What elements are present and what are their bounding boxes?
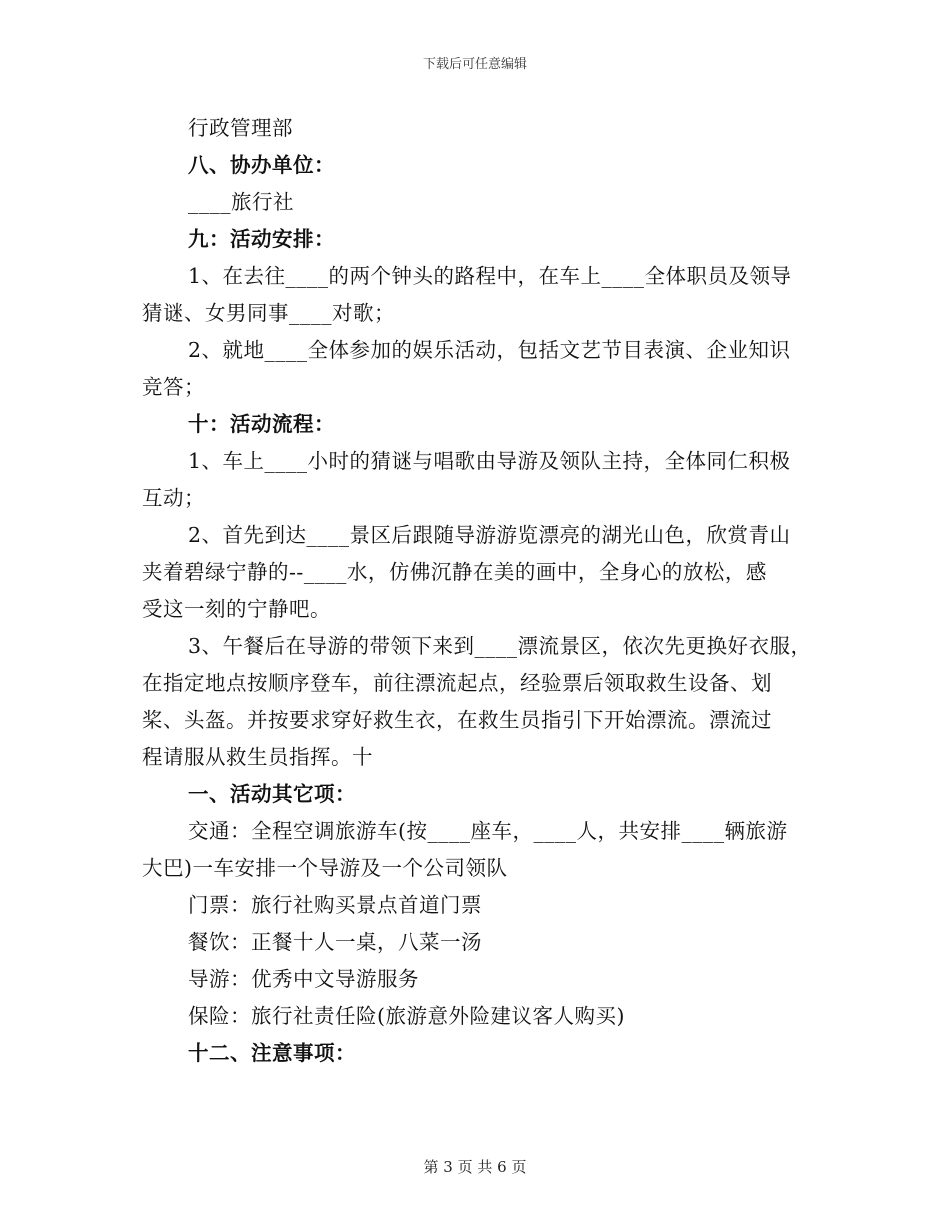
text-line: ____旅行社 bbox=[188, 190, 294, 214]
text-line: 猜谜、女男同事____对歌； bbox=[142, 301, 395, 325]
section-heading: 一、活动其它项： bbox=[188, 782, 356, 806]
text-line: 餐饮：正餐十人一桌，八菜一汤 bbox=[188, 930, 482, 954]
text-line: 保险：旅行社责任险(旅游意外险建议客人购买) bbox=[188, 1004, 625, 1028]
section-heading: 十二、注意事项： bbox=[188, 1041, 356, 1065]
text-line: 竞答； bbox=[142, 375, 205, 399]
text-line: 交通：全程空调旅游车(按____座车，____人，共安排____辆旅游 bbox=[188, 819, 788, 843]
text-line: 1、车上____小时的猜谜与唱歌由导游及领队主持，全体同仁积极 bbox=[188, 449, 791, 473]
page-footer: 第 3 页 共 6 页 bbox=[423, 1158, 527, 1176]
document-body bbox=[142, 110, 812, 1072]
text-line: 程请服从救生员指挥。十 bbox=[142, 745, 373, 769]
section-heading: 八、协办单位： bbox=[188, 153, 335, 177]
text-line: 2、首先到达____景区后跟随导游游览漂亮的湖光山色，欣赏青山 bbox=[188, 523, 791, 547]
text-line: 在指定地点按顺序登车，前往漂流起点，经验票后领取救生设备、划 bbox=[142, 671, 772, 695]
text-line: 1、在去往____的两个钟头的路程中，在车上____全体职员及领导 bbox=[188, 264, 792, 288]
text-line: 大巴)一车安排一个导游及一个公司领队 bbox=[142, 856, 508, 880]
text-line: 3、午餐后在导游的带领下来到____漂流景区，依次先更换好衣服， bbox=[188, 634, 812, 658]
text-line: 门票：旅行社购买景点首道门票 bbox=[188, 893, 482, 917]
page-header: 下载后可任意编辑 bbox=[422, 57, 527, 72]
text-line: 互动； bbox=[142, 486, 205, 510]
text-line: 导游：优秀中文导游服务 bbox=[188, 967, 419, 991]
text-line: 行政管理部 bbox=[188, 116, 293, 140]
text-line: 受这一刻的宁静吧。 bbox=[142, 597, 331, 621]
text-line: 2、就地____全体参加的娱乐活动，包括文艺节目表演、企业知识 bbox=[188, 338, 791, 362]
section-heading: 九：活动安排： bbox=[188, 227, 335, 251]
section-heading: 十：活动流程： bbox=[188, 412, 335, 436]
text-line: 夹着碧绿宁静的--____水，仿佛沉静在美的画中，全身心的放松，感 bbox=[142, 560, 767, 584]
text-line: 桨、头盔。并按要求穿好救生衣，在救生员指引下开始漂流。漂流过 bbox=[142, 708, 772, 732]
